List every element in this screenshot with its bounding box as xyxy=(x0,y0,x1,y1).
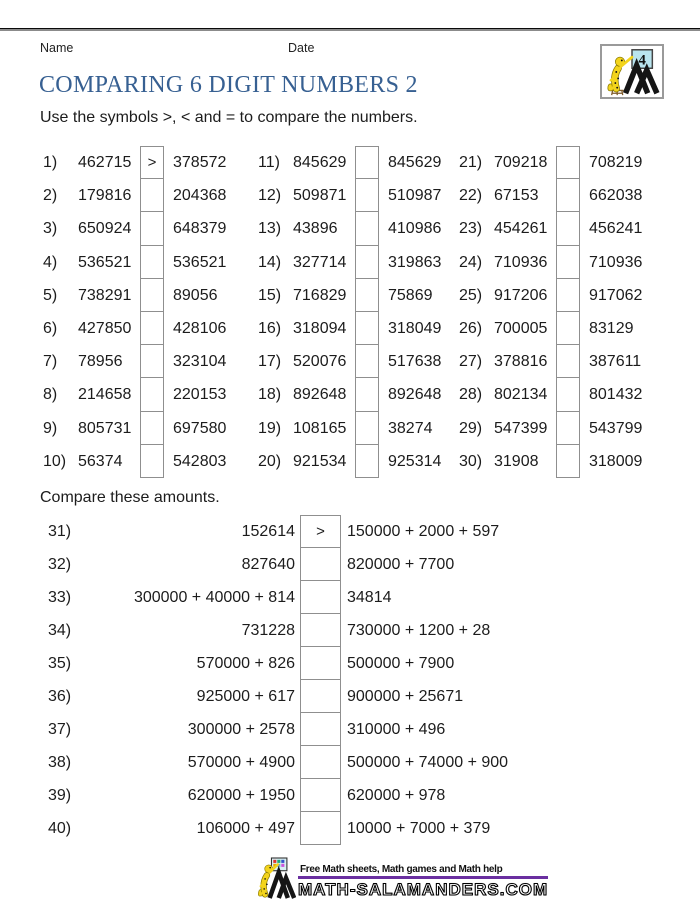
answer-box[interactable] xyxy=(300,580,341,614)
left-number: 427850 xyxy=(78,319,132,337)
footer-site-name: MATH-SALAMANDERS.COM xyxy=(298,880,549,899)
left-number: 892648 xyxy=(293,386,347,404)
comparison-grid xyxy=(0,146,700,479)
answer-box[interactable] xyxy=(300,679,341,713)
answer-box[interactable] xyxy=(300,646,341,680)
left-expression: 152614 xyxy=(241,523,295,540)
left-number: 462715 xyxy=(78,154,132,171)
problem-number: 22) xyxy=(459,187,483,205)
problem-row xyxy=(43,179,258,212)
right-number: 89056 xyxy=(173,286,218,304)
right-expression: 730000 + 1200 + 28 xyxy=(347,622,491,639)
right-number: 220153 xyxy=(173,386,227,404)
answer-box[interactable] xyxy=(556,278,580,312)
left-expression: 570000 + 4900 xyxy=(187,754,295,771)
amount-row xyxy=(40,581,670,614)
problem-number: 13) xyxy=(258,220,282,238)
problem-row xyxy=(459,179,674,212)
problem-number: 14) xyxy=(258,253,282,271)
problem-row xyxy=(258,412,473,445)
problem-number: 2) xyxy=(43,187,58,205)
problems-column-3 xyxy=(459,146,674,479)
answer-box[interactable] xyxy=(140,245,164,279)
right-expression: 34814 xyxy=(347,589,392,606)
left-number: 700005 xyxy=(494,319,548,337)
right-number: 845629 xyxy=(388,154,442,171)
problem-number: 24) xyxy=(459,253,483,271)
right-number: 710936 xyxy=(589,253,643,271)
right-number: 697580 xyxy=(173,419,227,437)
answer-box[interactable] xyxy=(355,311,379,345)
problem-number: 38) xyxy=(48,754,72,771)
left-number: 536521 xyxy=(78,253,132,271)
left-number: 921534 xyxy=(293,452,347,470)
problem-row xyxy=(43,445,258,478)
problem-row xyxy=(258,345,473,378)
right-expression: 10000 + 7000 + 379 xyxy=(347,820,491,837)
problem-row xyxy=(459,445,674,478)
left-number: 709218 xyxy=(494,154,548,171)
footer-logo xyxy=(256,856,548,900)
left-number: 179816 xyxy=(78,187,132,205)
right-number: 428106 xyxy=(173,319,227,337)
answer-box[interactable] xyxy=(556,146,580,179)
answer-box[interactable] xyxy=(140,278,164,312)
right-number: 318009 xyxy=(589,452,643,470)
problem-number: 20) xyxy=(258,452,282,470)
amount-row xyxy=(40,746,670,779)
amounts-heading: Compare these amounts. xyxy=(40,489,220,506)
answer-box[interactable] xyxy=(556,211,580,245)
answer-box[interactable] xyxy=(140,344,164,378)
amount-row xyxy=(40,713,670,746)
left-number: 802134 xyxy=(494,386,548,404)
footer-text xyxy=(298,864,548,900)
amount-row xyxy=(40,647,670,680)
right-number: 510987 xyxy=(388,187,442,205)
grade-number: 4 xyxy=(638,52,646,69)
answer-box[interactable]: > xyxy=(300,515,341,548)
answer-box[interactable] xyxy=(355,178,379,212)
problem-number: 12) xyxy=(258,187,282,205)
problem-row xyxy=(459,378,674,411)
right-number: 204368 xyxy=(173,187,227,205)
amount-row xyxy=(40,614,670,647)
right-number: 410986 xyxy=(388,220,442,238)
right-number: 648379 xyxy=(173,220,227,238)
problem-row xyxy=(459,212,674,245)
problems-column-2 xyxy=(258,146,473,479)
name-label: Name xyxy=(40,41,74,55)
answer-box[interactable]: > xyxy=(140,146,164,179)
amount-row xyxy=(40,548,670,581)
problem-number: 37) xyxy=(48,721,72,738)
left-number: 454261 xyxy=(494,220,548,238)
left-number: 845629 xyxy=(293,154,347,171)
problem-row xyxy=(43,412,258,445)
answer-box[interactable] xyxy=(300,547,341,581)
answer-box[interactable] xyxy=(300,811,341,845)
right-number: 323104 xyxy=(173,353,227,371)
right-number: 917062 xyxy=(589,286,643,304)
answer-box[interactable] xyxy=(556,245,580,279)
problem-number: 25) xyxy=(459,286,483,304)
right-number: 662038 xyxy=(589,187,643,205)
left-number: 78956 xyxy=(78,353,123,371)
answer-box[interactable] xyxy=(355,444,379,478)
left-number: 327714 xyxy=(293,253,347,271)
math-salamanders-logo-icon xyxy=(256,856,296,900)
problem-row xyxy=(459,312,674,345)
problem-row xyxy=(43,212,258,245)
problem-row xyxy=(258,246,473,279)
right-number: 892648 xyxy=(388,386,442,404)
problem-number: 9) xyxy=(43,419,58,437)
salamander-grade-badge-icon xyxy=(603,47,661,96)
right-expression: 310000 + 496 xyxy=(347,721,446,738)
problem-number: 33) xyxy=(48,589,72,606)
answer-box[interactable] xyxy=(556,411,580,445)
amount-row xyxy=(40,680,670,713)
problem-number: 7) xyxy=(43,353,58,371)
footer-tagline: Free Math sheets, Math games and Math help xyxy=(298,864,548,879)
problem-number: 8) xyxy=(43,386,58,404)
answer-box[interactable] xyxy=(140,311,164,345)
problem-number: 10) xyxy=(43,452,67,470)
right-number: 318049 xyxy=(388,319,442,337)
left-expression: 300000 + 40000 + 814 xyxy=(133,589,295,606)
problem-number: 28) xyxy=(459,386,483,404)
answer-box[interactable] xyxy=(140,411,164,445)
left-number: 318094 xyxy=(293,319,347,337)
answer-box[interactable] xyxy=(355,146,379,179)
problem-number: 36) xyxy=(48,688,72,705)
problem-number: 4) xyxy=(43,253,58,271)
problem-row xyxy=(258,378,473,411)
problem-row xyxy=(43,345,258,378)
amount-row xyxy=(40,515,670,548)
header-rule xyxy=(0,28,700,31)
left-number: 738291 xyxy=(78,286,132,304)
right-number: 536521 xyxy=(173,253,227,271)
left-expression: 300000 + 2578 xyxy=(187,721,295,738)
problem-number: 1) xyxy=(43,154,58,171)
right-expression: 620000 + 978 xyxy=(347,787,446,804)
problem-row xyxy=(43,246,258,279)
amount-row xyxy=(40,779,670,812)
problem-number: 29) xyxy=(459,419,483,437)
right-number: 75869 xyxy=(388,286,433,304)
left-number: 710936 xyxy=(494,253,548,271)
problem-number: 34) xyxy=(48,622,72,639)
answer-box[interactable] xyxy=(355,377,379,411)
right-number: 456241 xyxy=(589,220,643,238)
problems-column-1 xyxy=(43,146,258,479)
problem-row xyxy=(258,312,473,345)
problem-number: 5) xyxy=(43,286,58,304)
left-number: 917206 xyxy=(494,286,548,304)
answer-box[interactable] xyxy=(140,211,164,245)
problem-number: 15) xyxy=(258,286,282,304)
right-number: 542803 xyxy=(173,452,227,470)
left-expression: 620000 + 1950 xyxy=(187,787,295,804)
problem-row xyxy=(459,412,674,445)
page-title: COMPARING 6 DIGIT NUMBERS 2 xyxy=(39,72,418,98)
problem-row xyxy=(258,445,473,478)
right-expression: 820000 + 7700 xyxy=(347,556,455,573)
problem-number: 23) xyxy=(459,220,483,238)
problem-number: 17) xyxy=(258,353,282,371)
problem-number: 35) xyxy=(48,655,72,672)
left-number: 520076 xyxy=(293,353,347,371)
problem-row xyxy=(258,146,473,179)
problem-number: 39) xyxy=(48,787,72,804)
right-expression: 900000 + 25671 xyxy=(347,688,464,705)
problem-number: 21) xyxy=(459,154,483,171)
answer-box[interactable] xyxy=(355,411,379,445)
answer-box[interactable] xyxy=(355,278,379,312)
problem-number: 16) xyxy=(258,319,282,337)
right-number: 83129 xyxy=(589,319,634,337)
problem-row xyxy=(459,279,674,312)
answer-box[interactable] xyxy=(355,211,379,245)
date-label: Date xyxy=(288,41,315,55)
right-expression: 500000 + 7900 xyxy=(347,655,455,672)
answer-box[interactable] xyxy=(300,613,341,647)
problem-number: 30) xyxy=(459,452,483,470)
answer-box[interactable] xyxy=(556,377,580,411)
right-number: 708219 xyxy=(589,154,643,171)
problem-number: 27) xyxy=(459,353,483,371)
answer-box[interactable] xyxy=(140,377,164,411)
answer-box[interactable] xyxy=(355,245,379,279)
answer-box[interactable] xyxy=(556,444,580,478)
amounts-section xyxy=(40,515,670,845)
left-expression: 570000 + 826 xyxy=(196,655,295,672)
left-number: 56374 xyxy=(78,452,123,470)
left-number: 31908 xyxy=(494,452,539,470)
problem-row xyxy=(459,246,674,279)
problem-number: 3) xyxy=(43,220,58,238)
right-number: 38274 xyxy=(388,419,433,437)
problem-row xyxy=(43,279,258,312)
problem-number: 32) xyxy=(48,556,72,573)
right-expression: 150000 + 2000 + 597 xyxy=(347,523,500,540)
problem-row xyxy=(43,312,258,345)
answer-box[interactable] xyxy=(556,344,580,378)
left-expression: 827640 xyxy=(241,556,295,573)
problem-number: 40) xyxy=(48,820,72,837)
left-number: 716829 xyxy=(293,286,347,304)
left-number: 67153 xyxy=(494,187,539,205)
left-number: 378816 xyxy=(494,353,548,371)
left-number: 43896 xyxy=(293,220,338,238)
problem-row xyxy=(258,212,473,245)
answer-box[interactable] xyxy=(355,344,379,378)
answer-box[interactable] xyxy=(556,311,580,345)
left-number: 547399 xyxy=(494,419,548,437)
problem-row xyxy=(258,279,473,312)
left-expression: 925000 + 617 xyxy=(196,688,295,705)
left-number: 805731 xyxy=(78,419,132,437)
instructions-text: Use the symbols >, < and = to compare the numbers. xyxy=(40,109,418,126)
problem-number: 31) xyxy=(48,523,72,540)
answer-box[interactable] xyxy=(556,178,580,212)
right-number: 543799 xyxy=(589,419,643,437)
problem-number: 18) xyxy=(258,386,282,404)
problem-number: 11) xyxy=(258,154,280,171)
right-number: 517638 xyxy=(388,353,442,371)
problem-number: 26) xyxy=(459,319,483,337)
right-number: 319863 xyxy=(388,253,442,271)
problem-number: 19) xyxy=(258,419,282,437)
left-number: 650924 xyxy=(78,220,132,238)
answer-box[interactable] xyxy=(300,745,341,779)
right-expression: 500000 + 74000 + 900 xyxy=(347,754,509,771)
left-number: 108165 xyxy=(293,419,347,437)
problem-number: 6) xyxy=(43,319,58,337)
left-number: 214658 xyxy=(78,386,132,404)
answer-box[interactable] xyxy=(300,712,341,746)
problem-row xyxy=(459,345,674,378)
right-number: 925314 xyxy=(388,452,442,470)
right-number: 378572 xyxy=(173,154,227,171)
answer-box[interactable] xyxy=(300,778,341,812)
left-number: 509871 xyxy=(293,187,347,205)
problem-row xyxy=(43,378,258,411)
grade-logo xyxy=(600,44,664,99)
left-expression: 106000 + 497 xyxy=(196,820,295,837)
left-expression: 731228 xyxy=(241,622,295,639)
answer-box[interactable] xyxy=(140,444,164,478)
right-number: 387611 xyxy=(589,353,642,371)
amount-row xyxy=(40,812,670,845)
problem-row xyxy=(459,146,674,179)
answer-box[interactable] xyxy=(140,178,164,212)
problem-row xyxy=(258,179,473,212)
problem-row xyxy=(43,146,258,179)
right-number: 801432 xyxy=(589,386,643,404)
